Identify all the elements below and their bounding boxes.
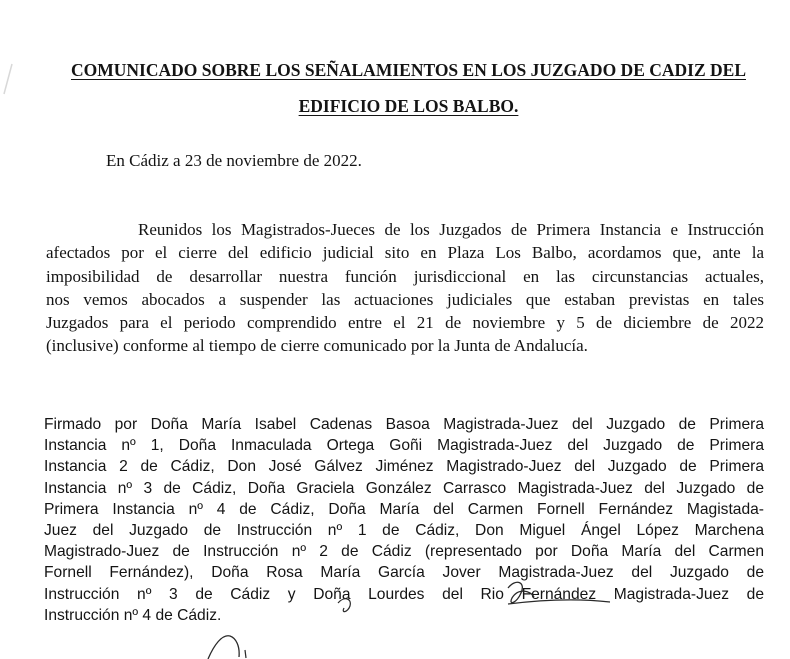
paragraph-line: Primera Instancia nº 4 de Cádiz, Doña María del Carmen Fornell Fernández Magistada- — [44, 500, 764, 518]
paragraph-line: Instancia nº 3 de Cádiz, Doña Graciela González Carrasco Magistrada-Juez del Juzgado de — [44, 479, 764, 497]
paragraph-line: Magistrado-Juez de Instrucción nº 2 de Cádiz (representado por Doña María del Carmen — [44, 543, 764, 561]
paragraph-line: Firmado por Doña María Isabel Cadenas Basoa Magistrada-Juez del Juzgado de Primera — [44, 416, 764, 433]
paragraph-line: imposibilidad de desarrollar nuestra función jurisdiccional en las circunstancias actuales, — [46, 266, 764, 286]
paragraph-line: Juzgados para el periodo comprendido entre el 21 de noviembre y 5 de diciembre de 2022 — [46, 313, 764, 333]
paragraph-line: Instancia nº 1, Doña Inmaculada Ortega Goñi Magistrada-Juez del Juzgado de Primera — [44, 437, 764, 455]
paragraph-line: afectados por el cierre del edificio judicial sito en Plaza Los Balbo, acordamos que, ante la — [46, 243, 764, 263]
document-date: En Cádiz a 23 de noviembre de 2022. — [106, 151, 362, 170]
title-line-2: EDIFICIO DE LOS BALBO. — [298, 96, 519, 116]
paragraph-line: nos vemos abocados a suspender las actuaciones judiciales que estaban previstas en tales — [46, 289, 764, 309]
scan-edge-mark — [2, 60, 20, 100]
paragraph-line: Instrucción nº 4 de Cádiz. — [44, 606, 222, 624]
paragraph-line: (inclusive) conforme al tiempo de cierre comunicado por la Junta de Andalucía. — [46, 336, 588, 356]
paragraph-line: Juez del Juzgado de Instrucción nº 1 de Cádiz, Don Miguel Ángel López Marchena — [44, 522, 764, 540]
paragraph-line: Instancia 2 de Cádiz, Don José Gálvez Jiménez Magistrado-Juez del Juzgado de Primera — [44, 458, 764, 476]
document-title — [36, 52, 781, 124]
title-line-1: COMUNICADO SOBRE LOS SEÑALAMIENTOS EN LOS JUZGADO DE CADIZ DEL — [70, 60, 746, 80]
paragraph-line: Fornell Fernández), Doña Rosa María García Jover Magistrada-Juez del Juzgado de — [44, 564, 764, 582]
paragraph-signatories — [44, 414, 764, 626]
paragraph-announcement — [46, 218, 764, 358]
paragraph-line: Instrucción nº 3 de Cádiz y Doña Lourdes del Rio Fernández Magistrada-Juez de — [44, 585, 764, 603]
paragraph-line: Reunidos los Magistrados-Jueces de los Juzgados de Primera Instancia e Instrucción — [138, 220, 764, 239]
